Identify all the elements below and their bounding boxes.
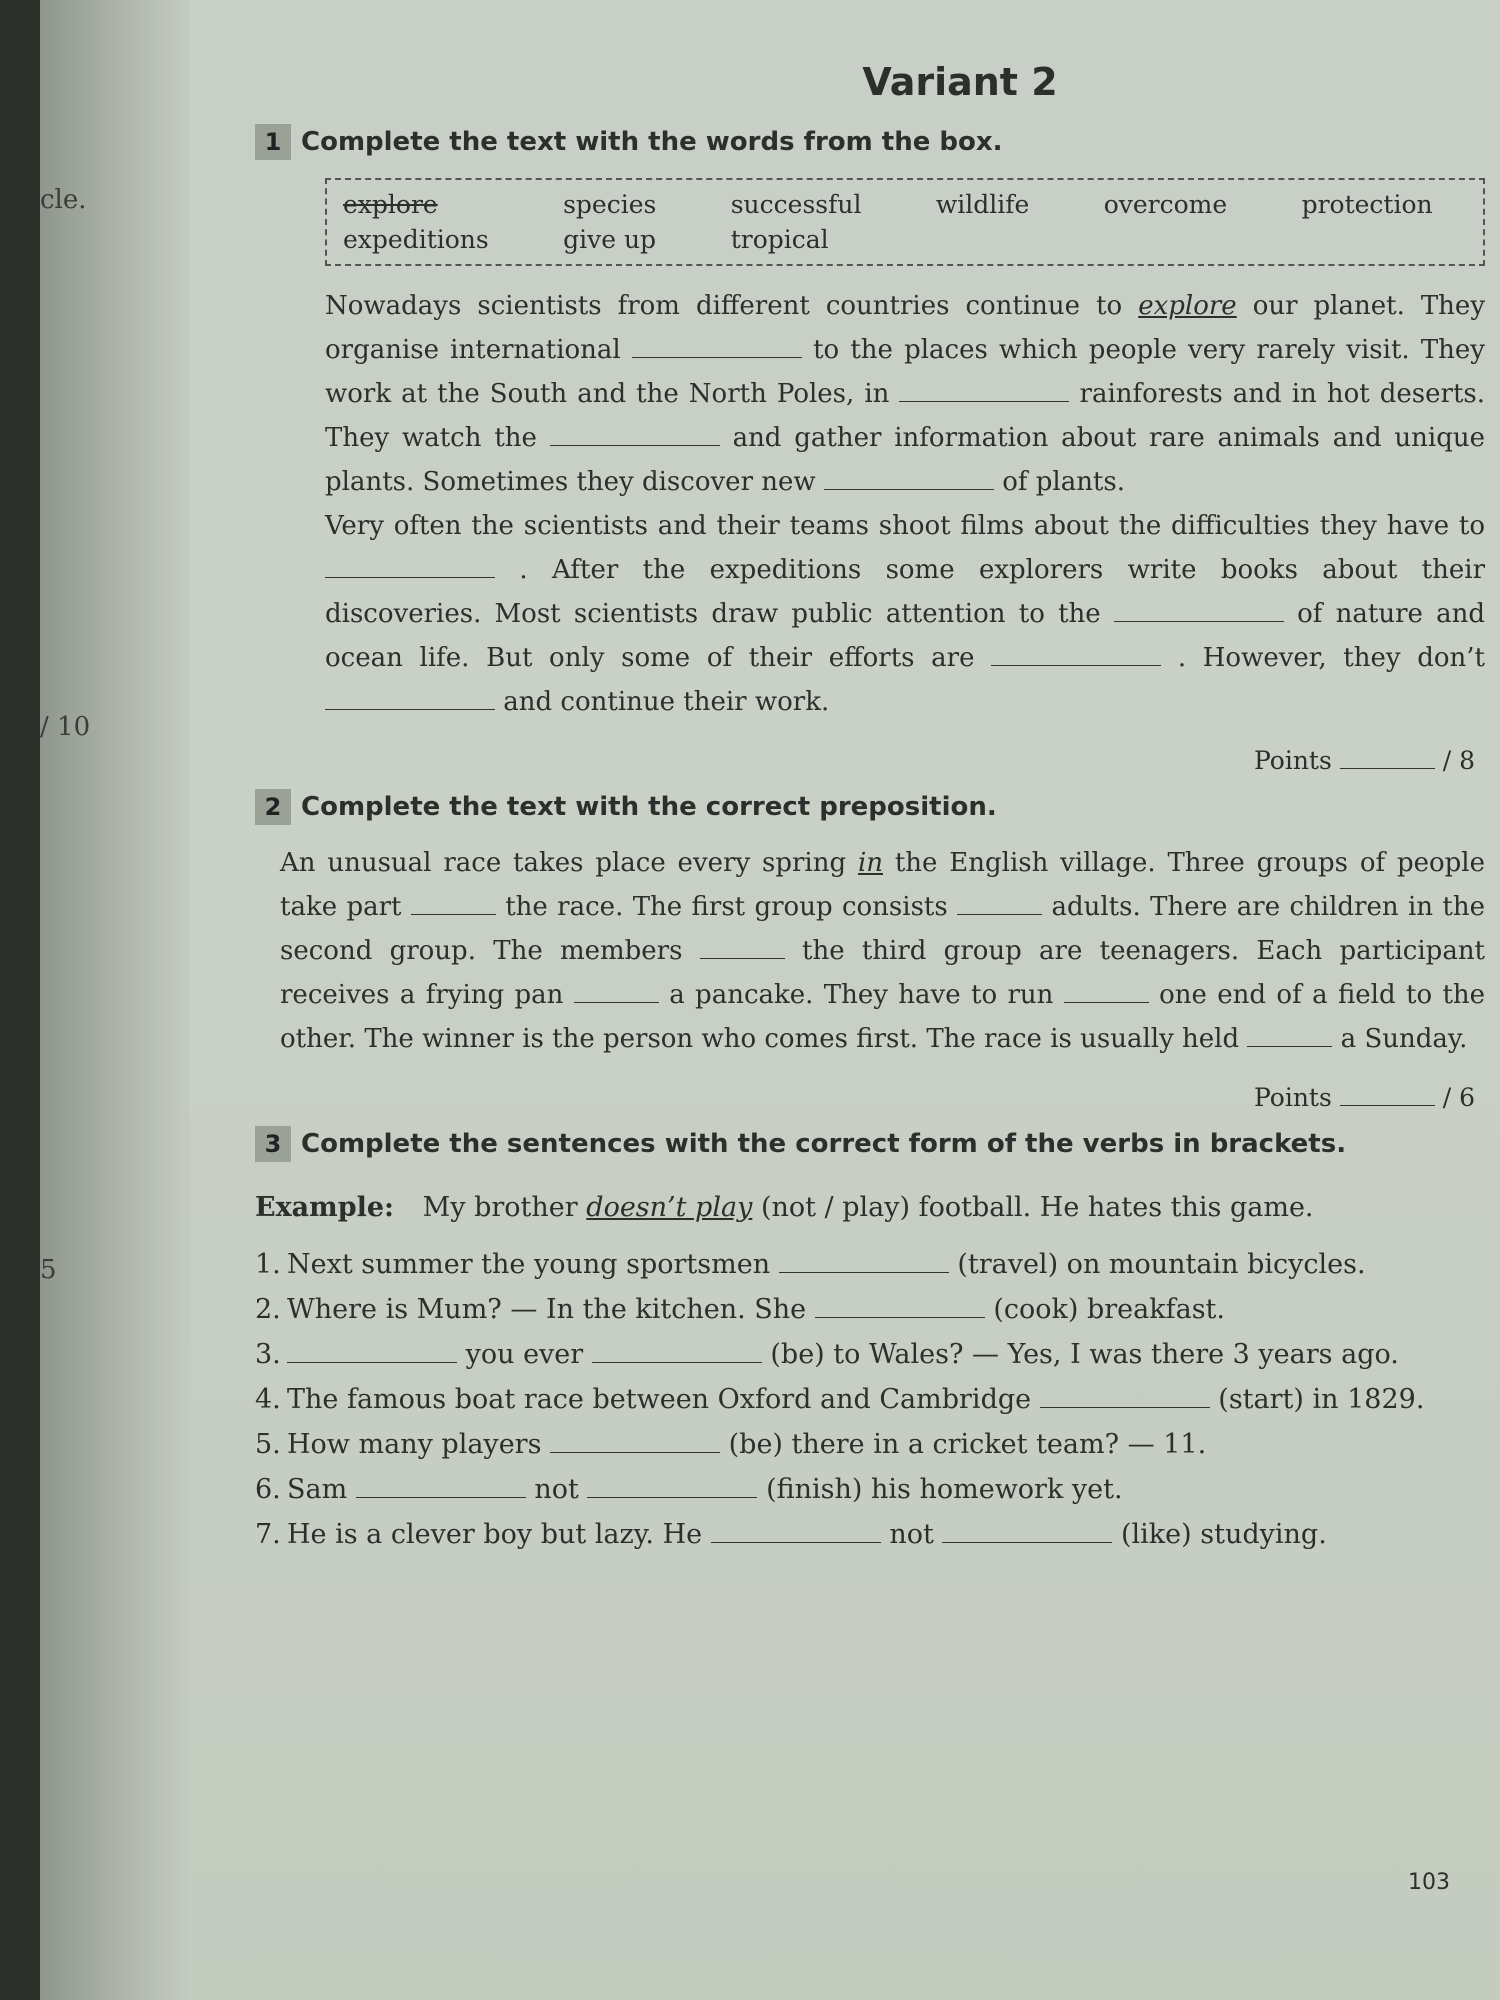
answer-blank[interactable] bbox=[1064, 980, 1149, 1003]
page-content bbox=[255, 50, 1495, 1564]
text-segment: the third group are teenagers. Each participant receives a frying pan bbox=[280, 936, 1486, 1010]
example-answer: explore bbox=[1138, 291, 1237, 321]
page-number: 103 bbox=[1408, 1870, 1450, 1895]
points-max: / 6 bbox=[1442, 1083, 1475, 1112]
word-box-item: expeditions bbox=[343, 225, 489, 254]
points-max: / 8 bbox=[1442, 746, 1475, 775]
word-box bbox=[325, 178, 1485, 266]
answer-blank[interactable] bbox=[550, 1430, 720, 1453]
text-segment: not bbox=[534, 1474, 579, 1505]
list-item bbox=[255, 1249, 1495, 1280]
answer-blank[interactable] bbox=[957, 892, 1042, 915]
text-segment: The famous boat race between Oxford and Cambridge bbox=[287, 1384, 1032, 1415]
text-segment: Next summer the young sportsmen bbox=[287, 1249, 771, 1280]
example-answer: in bbox=[857, 848, 883, 878]
text-segment: and continue their work. bbox=[503, 687, 830, 717]
answer-blank[interactable] bbox=[287, 1340, 457, 1363]
edge-text-low: 5 bbox=[40, 1255, 57, 1285]
task-number: 2 bbox=[255, 789, 291, 825]
edge-text-mid: / 10 bbox=[40, 712, 91, 742]
text-segment: How many players bbox=[287, 1429, 542, 1460]
item-number: 1. bbox=[255, 1249, 281, 1280]
task-number: 3 bbox=[255, 1126, 291, 1162]
answer-blank[interactable] bbox=[779, 1250, 949, 1273]
answer-blank[interactable] bbox=[325, 687, 495, 710]
item-number: 2. bbox=[255, 1294, 281, 1325]
word-box-item: species bbox=[563, 190, 657, 219]
item-number: 4. bbox=[255, 1384, 281, 1415]
text-segment: He is a clever boy but lazy. He bbox=[287, 1519, 703, 1550]
text-segment: one end of a field to the other. The winner is the person who comes first. The race is usually held bbox=[280, 980, 1486, 1054]
answer-blank[interactable] bbox=[356, 1475, 526, 1498]
example-label: Example: bbox=[255, 1192, 395, 1223]
text-segment: (not / play) football. He hates this game. bbox=[760, 1192, 1314, 1223]
example-sentence bbox=[255, 1192, 1495, 1223]
word-box-item: give up bbox=[563, 225, 657, 254]
edge-text-top: cle. bbox=[40, 185, 87, 215]
answer-blank[interactable] bbox=[942, 1520, 1112, 1543]
text-segment: of plants. bbox=[1002, 467, 1125, 497]
task-1-text bbox=[325, 284, 1485, 724]
list-item bbox=[255, 1474, 1495, 1505]
task-1-header bbox=[255, 124, 1495, 160]
word-box-item: explore bbox=[343, 190, 438, 219]
text-segment: (like) studying. bbox=[1121, 1519, 1327, 1550]
text-segment: adults. There are children in the second group. The members bbox=[280, 892, 1485, 966]
word-box-item: successful bbox=[730, 190, 862, 219]
sentence-list bbox=[255, 1249, 1495, 1550]
task-3-header bbox=[255, 1126, 1495, 1162]
task-2-text bbox=[280, 841, 1485, 1061]
answer-blank[interactable] bbox=[1114, 599, 1284, 622]
item-number: 3. bbox=[255, 1339, 281, 1370]
points-row bbox=[255, 746, 1475, 775]
task-instruction: Complete the sentences with the correct form of the verbs in brackets. bbox=[301, 1129, 1347, 1159]
answer-blank[interactable] bbox=[632, 335, 802, 358]
text-segment: . However, they don’t bbox=[1177, 643, 1485, 673]
text-segment: rainforests and in hot deserts. They watch the bbox=[325, 379, 1485, 453]
text-segment: and gather information about rare animals and unique plants. Sometimes they discover new bbox=[325, 423, 1486, 497]
text-segment: . After the expeditions some explorers write books about their discoveries. Most scientists draw public attention to the bbox=[325, 555, 1486, 629]
text-segment: Very often the scientists and their teams shoot films about the difficulties they have to bbox=[325, 511, 1485, 541]
answer-blank[interactable] bbox=[411, 892, 496, 915]
facing-page-edge bbox=[40, 0, 190, 2000]
list-item bbox=[255, 1429, 1495, 1460]
list-item bbox=[255, 1294, 1495, 1325]
answer-blank[interactable] bbox=[592, 1340, 762, 1363]
answer-blank[interactable] bbox=[574, 980, 659, 1003]
answer-blank[interactable] bbox=[550, 423, 720, 446]
text-segment: to the places which people very rarely visit. They work at the South and the North Poles, in bbox=[325, 335, 1485, 409]
answer-blank[interactable] bbox=[325, 555, 495, 578]
text-segment: you ever bbox=[465, 1339, 584, 1370]
text-segment: the English village. Three groups of people take part bbox=[280, 848, 1486, 922]
text-segment: not bbox=[889, 1519, 934, 1550]
answer-blank[interactable] bbox=[1247, 1024, 1332, 1047]
points-blank[interactable] bbox=[1340, 1083, 1435, 1106]
list-item bbox=[255, 1339, 1495, 1370]
answer-blank[interactable] bbox=[711, 1520, 881, 1543]
task-number: 1 bbox=[255, 124, 291, 160]
text-segment: a Sunday. bbox=[1340, 1024, 1468, 1054]
text-segment: a pancake. They have to run bbox=[669, 980, 1054, 1010]
item-number: 7. bbox=[255, 1519, 281, 1550]
answer-blank[interactable] bbox=[991, 643, 1161, 666]
answer-blank[interactable] bbox=[815, 1295, 985, 1318]
word-box-item: tropical bbox=[730, 225, 829, 254]
task-instruction: Complete the text with the words from the box. bbox=[301, 127, 1003, 157]
text-segment: (travel) on mountain bicycles. bbox=[957, 1249, 1366, 1280]
task-2-header bbox=[255, 789, 1495, 825]
text-segment: (cook) breakfast. bbox=[993, 1294, 1225, 1325]
item-number: 5. bbox=[255, 1429, 281, 1460]
item-number: 6. bbox=[255, 1474, 281, 1505]
answer-blank[interactable] bbox=[1040, 1385, 1210, 1408]
text-segment: our planet. They organise international bbox=[325, 291, 1486, 365]
task-instruction: Complete the text with the correct preposition. bbox=[301, 792, 997, 822]
text-segment: An unusual race takes place every spring bbox=[280, 848, 847, 878]
text-segment: the race. The first group consists bbox=[505, 892, 948, 922]
answer-blank[interactable] bbox=[824, 467, 994, 490]
page-title: Variant 2 bbox=[862, 60, 1058, 104]
text-segment: Sam bbox=[287, 1474, 348, 1505]
list-item bbox=[255, 1384, 1495, 1415]
answer-blank[interactable] bbox=[899, 379, 1069, 402]
text-segment: (finish) his homework yet. bbox=[766, 1474, 1123, 1505]
workbook-page bbox=[40, 0, 1500, 2000]
text-segment: My brother bbox=[422, 1192, 578, 1223]
text-segment: (be) there in a cricket team? — 11. bbox=[728, 1429, 1207, 1460]
text-segment: (start) in 1829. bbox=[1218, 1384, 1425, 1415]
points-row bbox=[255, 1083, 1475, 1112]
answer-blank[interactable] bbox=[587, 1475, 757, 1498]
list-item bbox=[255, 1519, 1495, 1550]
points-blank[interactable] bbox=[1340, 746, 1435, 769]
word-box-item: wildlife bbox=[935, 190, 1030, 219]
points-label: Points bbox=[1253, 1083, 1332, 1112]
example-answer: doesn’t play bbox=[586, 1192, 753, 1223]
text-segment: (be) to Wales? — Yes, I was there 3 years ago. bbox=[770, 1339, 1399, 1370]
answer-blank[interactable] bbox=[700, 936, 785, 959]
text-segment: Nowadays scientists from different countries continue to bbox=[325, 291, 1123, 321]
word-box-item: overcome bbox=[1103, 190, 1228, 219]
word-box-item: protection bbox=[1301, 190, 1433, 219]
text-segment: Where is Mum? — In the kitchen. She bbox=[287, 1294, 807, 1325]
points-label: Points bbox=[1253, 746, 1332, 775]
text-segment: of nature and ocean life. But only some of their efforts are bbox=[325, 599, 1485, 673]
